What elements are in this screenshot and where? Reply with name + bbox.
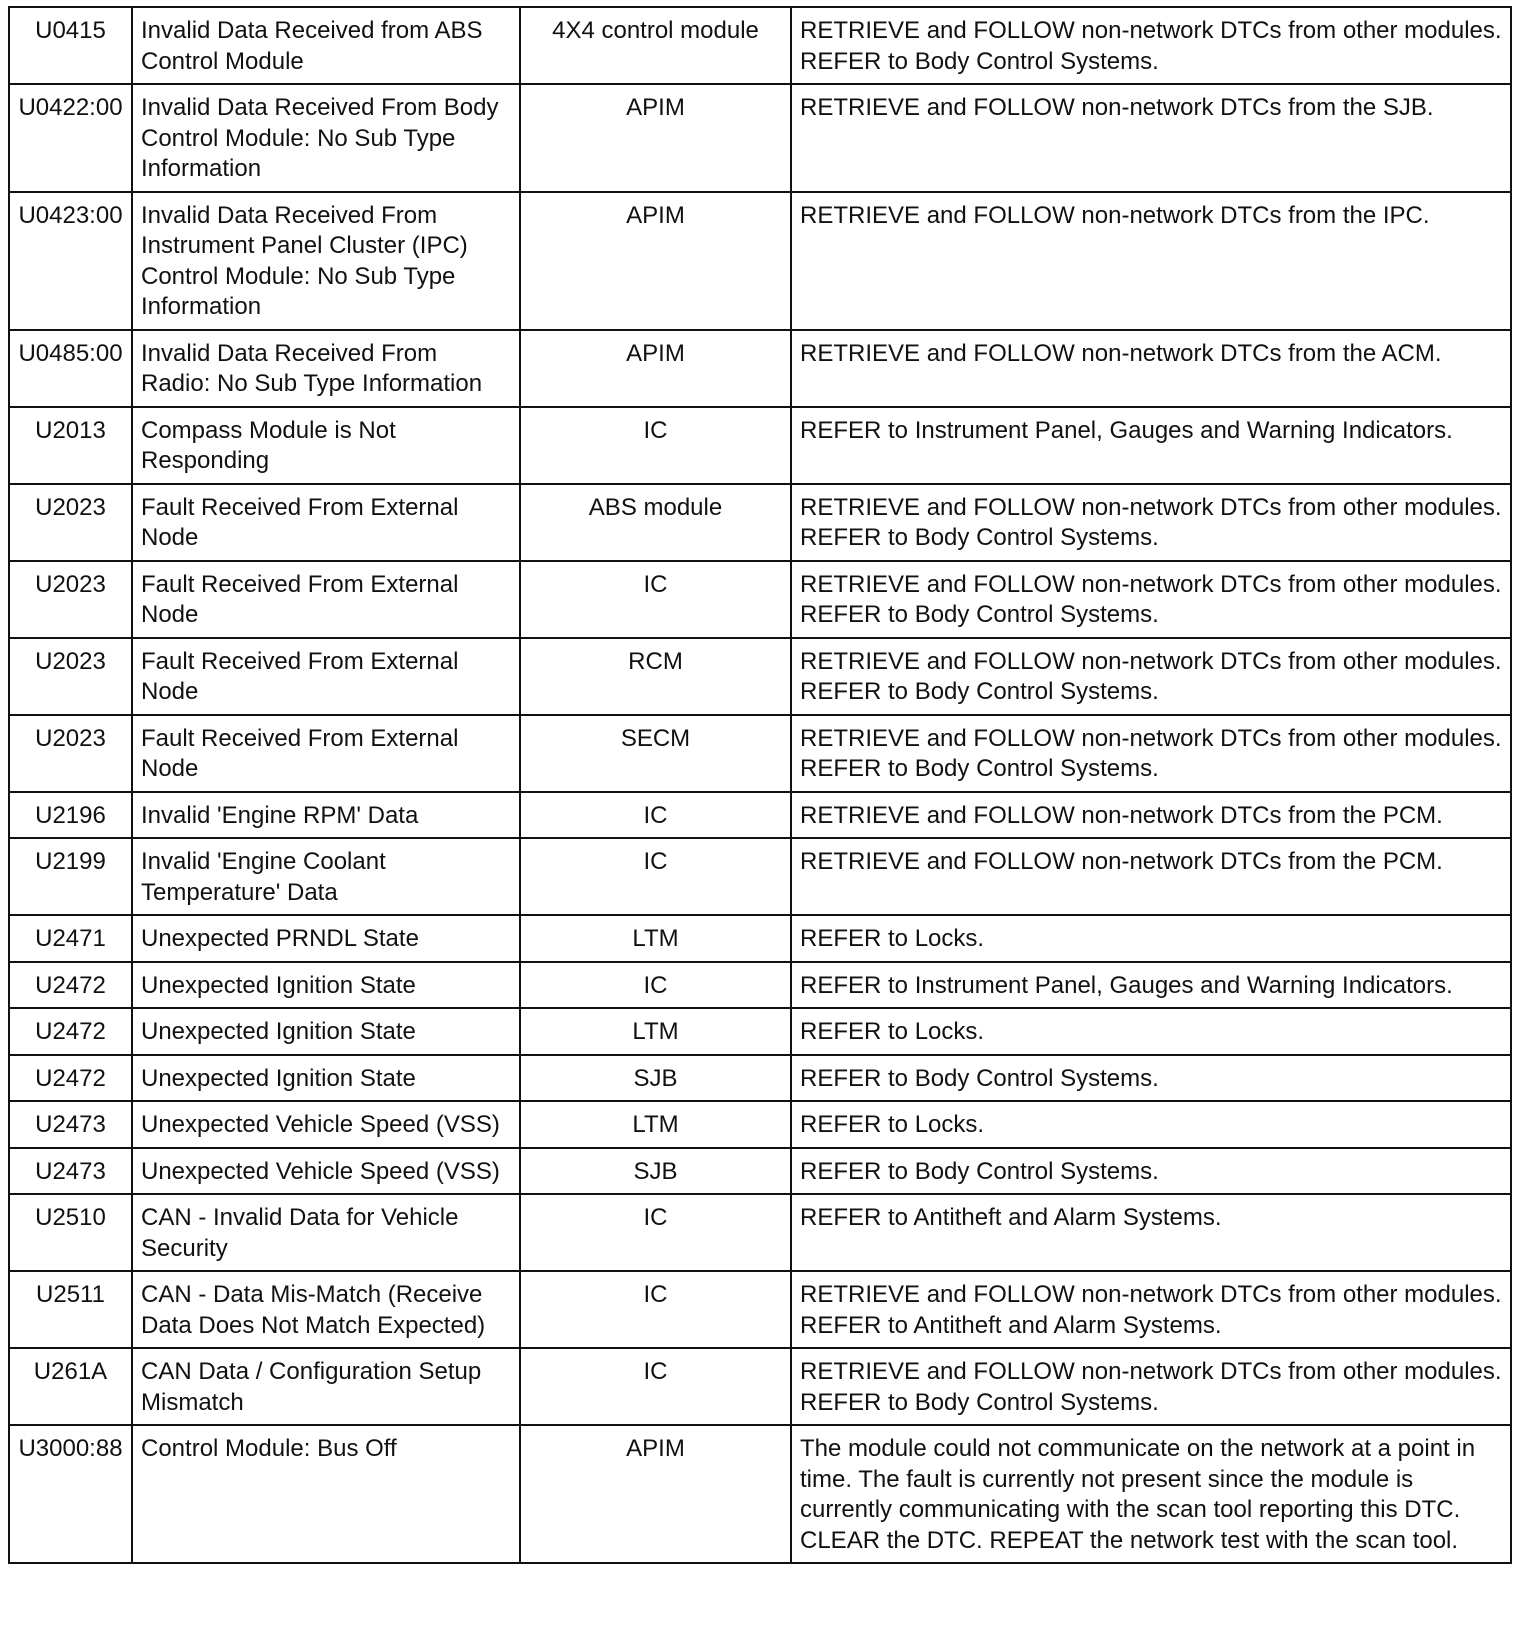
dtc-code-cell: U2510: [9, 1194, 132, 1271]
dtc-code-cell: U2471: [9, 915, 132, 962]
table-row: [9, 1055, 1511, 1102]
action-cell: RETRIEVE and FOLLOW non-network DTCs from other modules. REFER to Body Control Systems.: [791, 638, 1511, 715]
table-row: [9, 792, 1511, 839]
dtc-description-cell: Invalid Data Received From Instrument Panel Cluster (IPC) Control Module: No Sub Type Information: [132, 192, 520, 330]
dtc-description-cell: Fault Received From External Node: [132, 715, 520, 792]
dtc-table: [8, 6, 1512, 1564]
table-row: [9, 638, 1511, 715]
table-row: [9, 1101, 1511, 1148]
dtc-code-cell: U2472: [9, 962, 132, 1009]
module-cell: IC: [520, 1348, 791, 1425]
dtc-code-cell: U261A: [9, 1348, 132, 1425]
module-cell: SJB: [520, 1148, 791, 1195]
module-cell: SJB: [520, 1055, 791, 1102]
module-cell: IC: [520, 792, 791, 839]
dtc-code-cell: U0485:00: [9, 330, 132, 407]
action-cell: RETRIEVE and FOLLOW non-network DTCs from the PCM.: [791, 838, 1511, 915]
module-cell: LTM: [520, 1008, 791, 1055]
module-cell: 4X4 control module: [520, 7, 791, 84]
action-cell: REFER to Instrument Panel, Gauges and Warning Indicators.: [791, 407, 1511, 484]
table-row: [9, 7, 1511, 84]
dtc-code-cell: U2473: [9, 1101, 132, 1148]
action-cell: RETRIEVE and FOLLOW non-network DTCs from other modules. REFER to Body Control Systems.: [791, 1348, 1511, 1425]
dtc-description-cell: Unexpected Ignition State: [132, 962, 520, 1009]
action-cell: REFER to Locks.: [791, 915, 1511, 962]
dtc-table-body: [9, 7, 1511, 1563]
action-cell: REFER to Instrument Panel, Gauges and Warning Indicators.: [791, 962, 1511, 1009]
table-row: [9, 1194, 1511, 1271]
action-cell: REFER to Locks.: [791, 1101, 1511, 1148]
module-cell: LTM: [520, 1101, 791, 1148]
dtc-code-cell: U2473: [9, 1148, 132, 1195]
dtc-code-cell: U2472: [9, 1008, 132, 1055]
module-cell: SECM: [520, 715, 791, 792]
action-cell: RETRIEVE and FOLLOW non-network DTCs from other modules. REFER to Antitheft and Alarm Systems.: [791, 1271, 1511, 1348]
dtc-description-cell: Invalid Data Received From Radio: No Sub Type Information: [132, 330, 520, 407]
dtc-code-cell: U0415: [9, 7, 132, 84]
module-cell: APIM: [520, 84, 791, 192]
module-cell: RCM: [520, 638, 791, 715]
dtc-description-cell: Invalid 'Engine RPM' Data: [132, 792, 520, 839]
dtc-description-cell: Unexpected Ignition State: [132, 1055, 520, 1102]
dtc-code-cell: U2023: [9, 638, 132, 715]
dtc-description-cell: Invalid Data Received From Body Control Module: No Sub Type Information: [132, 84, 520, 192]
table-row: [9, 484, 1511, 561]
table-row: [9, 962, 1511, 1009]
table-row: [9, 407, 1511, 484]
dtc-code-cell: U2199: [9, 838, 132, 915]
dtc-description-cell: Fault Received From External Node: [132, 638, 520, 715]
action-cell: RETRIEVE and FOLLOW non-network DTCs from other modules. REFER to Body Control Systems.: [791, 561, 1511, 638]
dtc-code-cell: U2023: [9, 561, 132, 638]
dtc-description-cell: Unexpected PRNDL State: [132, 915, 520, 962]
dtc-description-cell: Invalid 'Engine Coolant Temperature' Data: [132, 838, 520, 915]
action-cell: RETRIEVE and FOLLOW non-network DTCs from the ACM.: [791, 330, 1511, 407]
dtc-code-cell: U0422:00: [9, 84, 132, 192]
dtc-description-cell: Control Module: Bus Off: [132, 1425, 520, 1563]
module-cell: APIM: [520, 192, 791, 330]
action-cell: REFER to Locks.: [791, 1008, 1511, 1055]
table-row: [9, 84, 1511, 192]
module-cell: IC: [520, 407, 791, 484]
dtc-code-cell: U3000:88: [9, 1425, 132, 1563]
module-cell: ABS module: [520, 484, 791, 561]
dtc-code-cell: U2472: [9, 1055, 132, 1102]
dtc-description-cell: Compass Module is Not Responding: [132, 407, 520, 484]
action-cell: REFER to Antitheft and Alarm Systems.: [791, 1194, 1511, 1271]
table-row: [9, 1425, 1511, 1563]
dtc-code-cell: U2023: [9, 715, 132, 792]
table-row: [9, 1008, 1511, 1055]
action-cell: RETRIEVE and FOLLOW non-network DTCs from the IPC.: [791, 192, 1511, 330]
action-cell: RETRIEVE and FOLLOW non-network DTCs from the SJB.: [791, 84, 1511, 192]
action-cell: REFER to Body Control Systems.: [791, 1148, 1511, 1195]
action-cell: RETRIEVE and FOLLOW non-network DTCs from other modules. REFER to Body Control Systems.: [791, 715, 1511, 792]
module-cell: IC: [520, 561, 791, 638]
dtc-description-cell: Unexpected Vehicle Speed (VSS): [132, 1148, 520, 1195]
dtc-description-cell: Unexpected Ignition State: [132, 1008, 520, 1055]
table-row: [9, 561, 1511, 638]
action-cell: RETRIEVE and FOLLOW non-network DTCs from other modules. REFER to Body Control Systems.: [791, 7, 1511, 84]
table-row: [9, 1148, 1511, 1195]
dtc-description-cell: Invalid Data Received from ABS Control Module: [132, 7, 520, 84]
table-row: [9, 1348, 1511, 1425]
action-cell: RETRIEVE and FOLLOW non-network DTCs from other modules. REFER to Body Control Systems.: [791, 484, 1511, 561]
table-row: [9, 330, 1511, 407]
action-cell: The module could not communicate on the network at a point in time. The fault is currently not present since the module is currently communicating with the scan tool reporting this DTC. CLEAR the DTC. REPEAT the network test with the scan tool.: [791, 1425, 1511, 1563]
dtc-code-cell: U0423:00: [9, 192, 132, 330]
dtc-code-cell: U2023: [9, 484, 132, 561]
table-row: [9, 715, 1511, 792]
table-row: [9, 915, 1511, 962]
dtc-description-cell: Fault Received From External Node: [132, 484, 520, 561]
module-cell: APIM: [520, 330, 791, 407]
table-row: [9, 838, 1511, 915]
table-row: [9, 1271, 1511, 1348]
dtc-code-cell: U2013: [9, 407, 132, 484]
dtc-description-cell: Unexpected Vehicle Speed (VSS): [132, 1101, 520, 1148]
module-cell: APIM: [520, 1425, 791, 1563]
dtc-description-cell: CAN - Data Mis-Match (Receive Data Does Not Match Expected): [132, 1271, 520, 1348]
dtc-description-cell: Fault Received From External Node: [132, 561, 520, 638]
dtc-description-cell: CAN Data / Configuration Setup Mismatch: [132, 1348, 520, 1425]
module-cell: IC: [520, 1271, 791, 1348]
table-row: [9, 192, 1511, 330]
dtc-code-cell: U2511: [9, 1271, 132, 1348]
dtc-description-cell: CAN - Invalid Data for Vehicle Security: [132, 1194, 520, 1271]
module-cell: IC: [520, 1194, 791, 1271]
action-cell: REFER to Body Control Systems.: [791, 1055, 1511, 1102]
dtc-code-cell: U2196: [9, 792, 132, 839]
module-cell: IC: [520, 838, 791, 915]
action-cell: RETRIEVE and FOLLOW non-network DTCs from the PCM.: [791, 792, 1511, 839]
module-cell: LTM: [520, 915, 791, 962]
module-cell: IC: [520, 962, 791, 1009]
